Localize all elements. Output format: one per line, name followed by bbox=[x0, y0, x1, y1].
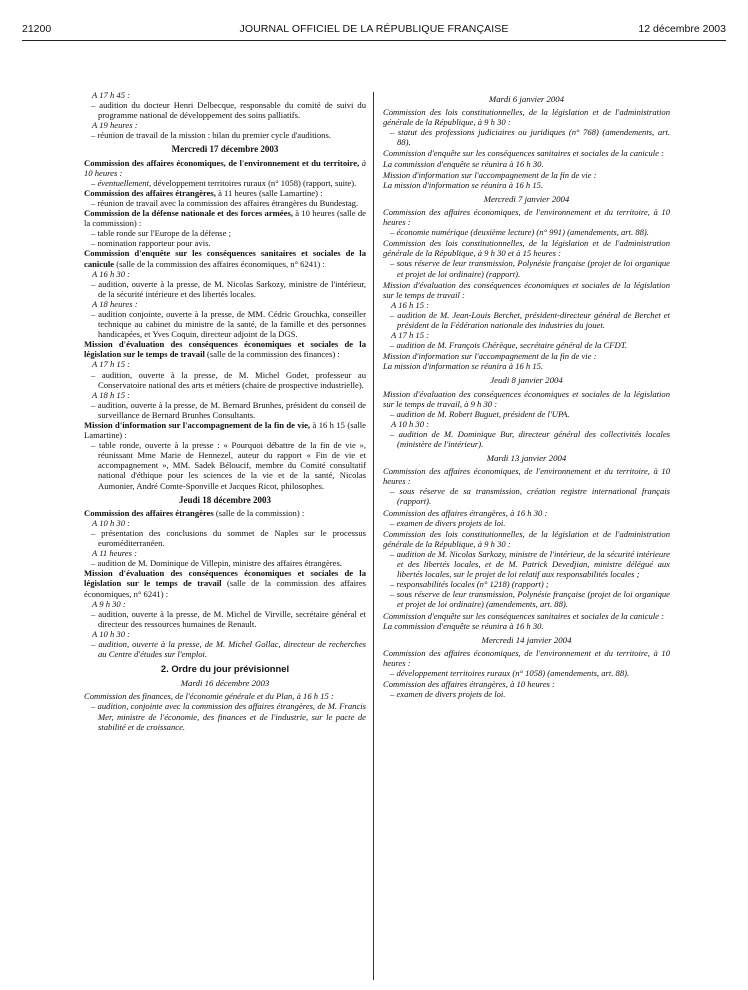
time-label: A 16 h 30 : bbox=[92, 268, 131, 279]
journal-title: JOURNAL OFFICIEL DE LA RÉPUBLIQUE FRANÇAISE bbox=[239, 23, 509, 35]
day-heading: Mercredi 14 janvier 2004 bbox=[481, 634, 572, 645]
header-rule bbox=[22, 40, 726, 41]
agenda-item: – audition, ouverte à la presse, de M. Michel Gollac, directeur de recherches au Centre d'études sur l'emploi. bbox=[91, 638, 366, 660]
agenda-item: – audition de M. Dominique Bur, directeur général des collectivités locales (ministère de l'intérieur). bbox=[390, 428, 670, 449]
agenda-item: – examen de divers projets de loi. bbox=[390, 517, 506, 528]
agenda-item: – audition, ouverte à la presse, de M. Nicolas Sarkozy, ministre de l'intérieur, de la sécurité intérieure et des libertés locales. bbox=[91, 278, 366, 299]
agenda-note: La mission d'information se réunira à 16 h 15. bbox=[383, 179, 544, 190]
right-column bbox=[383, 90, 670, 699]
agenda-item: – sous réserve de leur transmission, Polynésie française (projet de loi organique et projet de loi ordinaire) (amendements, art. 88). bbox=[390, 589, 670, 610]
issue-date: 12 décembre 2003 bbox=[638, 23, 726, 35]
day-heading: Jeudi 8 janvier 2004 bbox=[490, 375, 563, 386]
day-heading: Mercredi 7 janvier 2004 bbox=[483, 193, 570, 204]
page-header bbox=[22, 23, 726, 37]
commission-entry: Commission des affaires étrangères, à 16 h 30 : bbox=[383, 507, 548, 518]
agenda-item: – audition, ouverte à la presse, de M. Bernard Brunhes, président du conseil de surveillance de Bernard Brunhes Consultants. bbox=[91, 399, 366, 420]
commission-entry: Commission des lois constitutionnelles, de la législation et de l'administration générale de la République, à 9 h 30 et à 15 heures : bbox=[383, 238, 670, 259]
agenda-item: – responsabilités locales (n° 1218) (rapport) ; bbox=[390, 579, 549, 590]
commission-entry: Commission des affaires étrangères, à 11 heures (salle Lamartine) : bbox=[84, 187, 323, 198]
agenda-item: – audition de M. François Chérèque, secrétaire général de la CFDT. bbox=[390, 340, 628, 351]
agenda-item: – développement territoires ruraux (n° 1058) (amendements, art. 88). bbox=[390, 667, 630, 678]
agenda-item: – table ronde, ouverte à la presse : « Pourquoi débattre de la fin de vie », réunissant Mme Marie de Hennezel, auteur du rapport « Fin de vie et accompagnement », MM. Sadek Béloucif, membre du Comité consultatif national d'éthique pour les sciences de la vie et de la santé, Nicolas Aumonier, André Comte-Sponville et Jacques Ricot, philosophes. bbox=[91, 440, 366, 491]
commission-entry: Commission d'enquête sur les conséquences sanitaires et sociales de la canicule : bbox=[383, 148, 665, 159]
agenda-item: – audition, ouverte à la presse, de M. Michel de Virville, secrétaire général et directeur des ressources humaines de Renault. bbox=[91, 608, 366, 629]
time-label: A 19 heures : bbox=[92, 120, 138, 131]
agenda-item: – économie numérique (deuxième lecture) (n° 991) (amendements, art. 88). bbox=[390, 227, 649, 238]
commission-entry: Commission des affaires étrangères, à 10 heures : bbox=[383, 679, 555, 690]
agenda-item: – audition du docteur Henri Delbecque, responsable du comité de suivi du programme national de développement des soins palliatifs. bbox=[91, 100, 366, 121]
agenda-item: – audition, conjointe avec la commission des affaires étrangères, de M. Francis Mer, ministre de l'économie, des finances et de l'industrie, sur le pacte de stabilité et de croissance. bbox=[91, 701, 366, 732]
agenda-item: – réunion de travail de la mission : bilan du premier cycle d'auditions. bbox=[91, 130, 331, 141]
agenda-item: – audition de M. Nicolas Sarkozy, ministre de l'intérieur, de la sécurité intérieure et des libertés locales, et de M. Patrick Devedjian, ministre délégué aux libertés locales, sur le projet de loi relatif aux responsabilités locales ; bbox=[390, 548, 670, 580]
time-label: A 17 h 15 : bbox=[92, 359, 131, 370]
agenda-item: – statut des professions judiciaires ou juridiques (n° 768) (amendements, art. 88). bbox=[390, 127, 670, 148]
time-label: A 10 h 30 : bbox=[391, 418, 430, 429]
agenda-item: – réunion de travail avec la commission des affaires étrangères du Bundestag. bbox=[91, 197, 359, 208]
day-heading: Mardi 16 décembre 2003 bbox=[180, 678, 270, 689]
commission-entry: Commission d'enquête sur les conséquences sanitaires et sociales de la canicule : bbox=[383, 610, 665, 621]
commission-entry: Mission d'évaluation des conséquences économiques et sociales de la législation sur le temps de travail (salle de la commission des finances) : bbox=[84, 339, 366, 360]
agenda-item: – audition de M. Robert Buguet, président de l'UPA. bbox=[390, 408, 570, 419]
commission-entry: Commission des lois constitutionnelles, de la législation et de l'administration générale de la République, à 9 h 30 : bbox=[383, 528, 670, 549]
time-label: A 17 h 15 : bbox=[391, 330, 430, 341]
commission-entry: Mission d'évaluation des conséquences économiques et sociales de la législation sur le temps de travail : bbox=[383, 279, 670, 300]
commission-entry: Commission d'enquête sur les conséquences sanitaires et sociales de la canicule (salle de la commission des affaires économiques, n° 6241) : bbox=[84, 248, 366, 269]
commission-entry: Commission des affaires économiques, de l'environnement et du territoire, à 10 heures : bbox=[383, 466, 670, 487]
agenda-note: La commission d'enquête se réunira à 16 h 30. bbox=[383, 158, 544, 169]
time-label: A 18 h 15 : bbox=[92, 389, 131, 400]
time-label: A 10 h 30 : bbox=[92, 628, 131, 639]
day-heading: Mardi 13 janvier 2004 bbox=[486, 453, 567, 464]
time-label: A 9 h 30 : bbox=[92, 598, 126, 609]
left-column bbox=[84, 90, 366, 732]
time-label: A 17 h 45 : bbox=[92, 90, 131, 100]
column-divider bbox=[373, 92, 374, 980]
time-label: A 18 heures : bbox=[92, 298, 138, 309]
commission-entry: Mission d'évaluation des conséquences économiques et sociales de la législation sur le temps de travail (salle de la commission des affaires économiques, n° 6241) : bbox=[84, 568, 366, 599]
section-heading: 2. Ordre du jour prévisionnel bbox=[160, 663, 290, 675]
day-heading: Mercredi 17 décembre 2003 bbox=[171, 144, 279, 155]
commission-entry: Mission d'information sur l'accompagnement de la fin de vie, à 16 h 15 (salle Lamartine) : bbox=[84, 420, 366, 441]
commission-entry: Commission des affaires économiques, de l'environnement et du territoire, à 10 heures : bbox=[383, 647, 670, 668]
agenda-item: – sous réserve de leur transmission, Polynésie française (projet de loi organique et projet de loi ordinaire) (rapport). bbox=[390, 258, 670, 279]
agenda-item: – audition, ouverte à la presse, de M. Michel Godet, professeur au Conservatoire national des arts et métiers (chaire de prospective industrielle). bbox=[91, 369, 366, 390]
commission-entry: Commission des finances, de l'économie générale et du Plan, à 16 h 15 : bbox=[84, 691, 334, 702]
time-label: A 16 h 15 : bbox=[391, 299, 430, 310]
agenda-note: La commission d'enquête se réunira à 16 h 30. bbox=[383, 620, 544, 631]
commission-entry: Commission de la défense nationale et des forces armées, à 10 heures (salle de la commission) : bbox=[84, 208, 366, 229]
time-label: A 10 h 30 : bbox=[92, 517, 131, 528]
agenda-note: La mission d'information se réunira à 16 h 15. bbox=[383, 361, 544, 372]
commission-entry: Commission des affaires économiques, de l'environnement et du territoire, à 10 heures : bbox=[84, 157, 366, 178]
commission-entry: Commission des lois constitutionnelles, de la législation et de l'administration générale de la République, à 9 h 30 : bbox=[383, 107, 670, 128]
commission-entry: Mission d'information sur l'accompagnement de la fin de vie : bbox=[383, 169, 597, 180]
commission-entry: Commission des affaires économiques, de l'environnement et du territoire, à 10 heures : bbox=[383, 206, 670, 228]
day-heading: Mardi 6 janvier 2004 bbox=[488, 94, 565, 104]
agenda-item: – audition conjointe, ouverte à la presse, de MM. Cédric Grouchka, conseiller technique au cabinet du ministre de la santé, de la famille et des personnes handicapées, et Yves Coquin, directeur adjoint de la DGS. bbox=[91, 308, 366, 340]
agenda-item: – éventuellement, développement territoires ruraux (n° 1058) (rapport, suite). bbox=[91, 177, 357, 188]
page-number: 21200 bbox=[22, 23, 52, 35]
agenda-item: – audition de M. Jean-Louis Berchet, président-directeur général de Berchet et président de la Fédération nationale des industries du jouet. bbox=[390, 309, 670, 330]
agenda-item: – nomination rapporteur pour avis. bbox=[91, 238, 211, 249]
agenda-item: – audition de M. Dominique de Villepin, ministre des affaires étrangères. bbox=[91, 558, 342, 569]
agenda-item: – sous réserve de sa transmission, création registre international français (rapport). bbox=[390, 486, 670, 507]
agenda-item: – examen de divers projets de loi. bbox=[390, 689, 506, 700]
agenda-item: – table ronde sur l'Europe de la défense ; bbox=[91, 228, 231, 239]
commission-entry: Commission des affaires étrangères (salle de la commission) : bbox=[84, 507, 305, 518]
commission-entry: Mission d'information sur l'accompagnement de la fin de vie : bbox=[383, 351, 597, 362]
day-heading: Jeudi 18 décembre 2003 bbox=[178, 494, 272, 505]
commission-entry: Mission d'évaluation des conséquences économiques et sociales de la législation sur le temps de travail, à 9 h 30 : bbox=[383, 388, 670, 409]
time-label: A 11 heures : bbox=[92, 548, 137, 559]
agenda-item: – présentation des conclusions du sommet de Naples sur le processus euroméditerranéen. bbox=[91, 527, 366, 549]
